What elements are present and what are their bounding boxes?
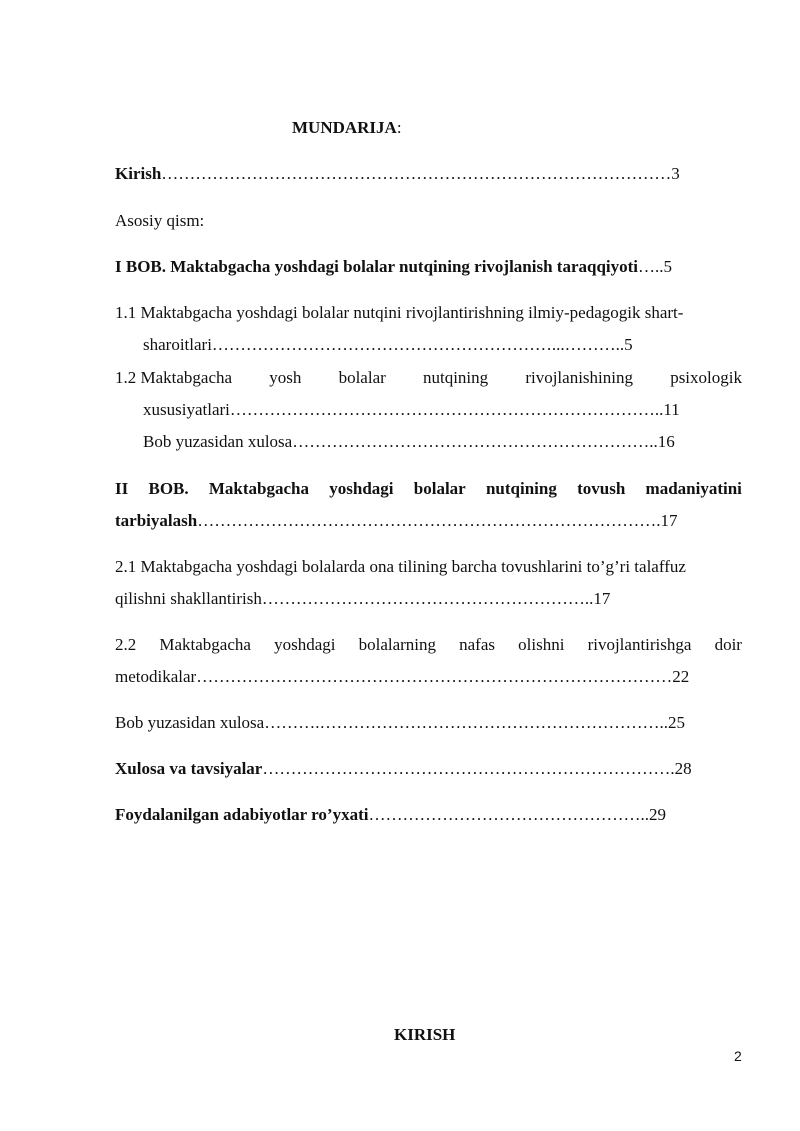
toc-word: II <box>115 479 129 498</box>
toc-page-number: 17 <box>660 511 678 530</box>
toc-entry-label: sharoitlari <box>143 335 212 354</box>
toc-word: rivojlantirishga <box>587 635 692 654</box>
toc-entry-label: tarbiyalash <box>115 511 198 530</box>
toc-word: 2.2 <box>115 635 137 654</box>
toc-entry-1-2-line1 <box>115 368 742 388</box>
toc-entry-conclusion <box>115 759 692 779</box>
toc-dots: ………………………………………….. <box>368 805 649 824</box>
toc-word: bolalarning <box>358 635 437 654</box>
toc-word: Maktabgacha <box>208 479 310 498</box>
toc-title <box>292 118 402 138</box>
kirish-heading: KIRISH <box>394 1025 456 1044</box>
toc-entry-label: I BOB. Maktabgacha yoshdagi bolalar nutqining rivojlanish taraqqiyoti <box>115 257 639 276</box>
toc-word: bolalar <box>338 368 386 387</box>
toc-word: nutqining <box>485 479 557 498</box>
toc-word: bolalar <box>413 479 466 498</box>
toc-dots: ………………………………………………………………….. <box>229 400 664 419</box>
toc-dots: ………………………………………………………………………. <box>197 511 661 530</box>
toc-word: nafas <box>459 635 496 654</box>
toc-entry-label: Kirish <box>115 164 162 183</box>
toc-entry-1-2-line2 <box>143 400 680 420</box>
toc-word: madaniyatini <box>645 479 742 498</box>
toc-entry-chapter-2-line2 <box>115 511 677 531</box>
toc-entry-2-1-line1: 2.1 Maktabgacha yoshdagi bolalarda ona tilining barcha tovushlarini to’g’ri talaffuz <box>115 557 686 576</box>
toc-section-heading: Asosiy qism: <box>115 211 205 230</box>
toc-entry-label: Foydalanilgan adabiyotlar ro’yxati <box>115 805 369 824</box>
toc-page-number: 25 <box>667 713 685 732</box>
toc-dots: ………………………………………………….. <box>261 589 594 608</box>
page-number: 2 <box>734 1048 742 1064</box>
toc-dots: ………………………………………………………………. <box>262 759 675 778</box>
toc-word: yosh <box>269 368 302 387</box>
toc-word: 1.2 Maktabgacha <box>115 368 233 387</box>
toc-entry-label: Xulosa va tavsiyalar <box>115 759 263 778</box>
toc-entry-label: Bob yuzasidan xulosa <box>115 713 265 732</box>
toc-entry-chapter-2-conclusion <box>115 713 685 733</box>
toc-entry-label: metodikalar <box>115 667 197 686</box>
toc-entry-1-1-line2 <box>143 335 633 355</box>
toc-entry-label: qilishni shakllantirish <box>115 589 262 608</box>
toc-word: psixologik <box>670 368 742 387</box>
toc-page-number: 17 <box>593 589 611 608</box>
toc-page-number: 5 <box>624 335 633 354</box>
toc-title-colon: : <box>396 118 402 137</box>
toc-page-number: 3 <box>671 164 680 183</box>
toc-entry-chapter-1 <box>115 257 672 277</box>
toc-page-number: 11 <box>663 400 680 419</box>
toc-word: nutqining <box>422 368 489 387</box>
toc-page-number: 28 <box>674 759 692 778</box>
toc-entry-chapter-2-line1 <box>115 479 742 499</box>
toc-entry-chapter-1-conclusion <box>143 432 675 452</box>
toc-word: rivojlanishining <box>525 368 633 387</box>
toc-page-number: 29 <box>648 805 666 824</box>
toc-page-number: 16 <box>657 432 675 451</box>
toc-word: olishni <box>518 635 565 654</box>
toc-entry-2-1-line2 <box>115 589 610 609</box>
toc-dots: ……………………………………………………...……….. <box>211 335 625 354</box>
toc-word: tovush <box>577 479 626 498</box>
toc-entry-2-2-line1 <box>115 635 742 655</box>
toc-word: Maktabgacha <box>159 635 251 654</box>
toc-dots: ………………………………………………………………………… <box>196 667 673 686</box>
toc-word: yoshdagi <box>329 479 394 498</box>
toc-entry-label: xususiyatlari <box>143 400 230 419</box>
toc-entry-1-1-line1: 1.1 Maktabgacha yoshdagi bolalar nutqini rivojlantirishning ilmiy-pedagogik shart- <box>115 303 684 322</box>
toc-page-number: 5 <box>663 257 673 276</box>
toc-entry-label: Bob yuzasidan xulosa <box>143 432 293 451</box>
toc-dots: ….. <box>638 257 664 276</box>
toc-dots: ……….…………………………………………………….. <box>264 713 668 732</box>
toc-entry-kirish <box>115 164 680 184</box>
toc-dots: ……………………………………………………………………………… <box>161 164 672 183</box>
toc-word: yoshdagi <box>274 635 336 654</box>
toc-word: BOB. <box>148 479 189 498</box>
toc-page-number: 22 <box>672 667 690 686</box>
toc-title-text: MUNDARIJA <box>292 118 397 137</box>
toc-entry-2-2-line2 <box>115 667 689 687</box>
toc-entry-bibliography <box>115 805 666 825</box>
toc-dots: ……………………………………………………….. <box>292 432 658 451</box>
toc-word: doir <box>714 635 742 654</box>
